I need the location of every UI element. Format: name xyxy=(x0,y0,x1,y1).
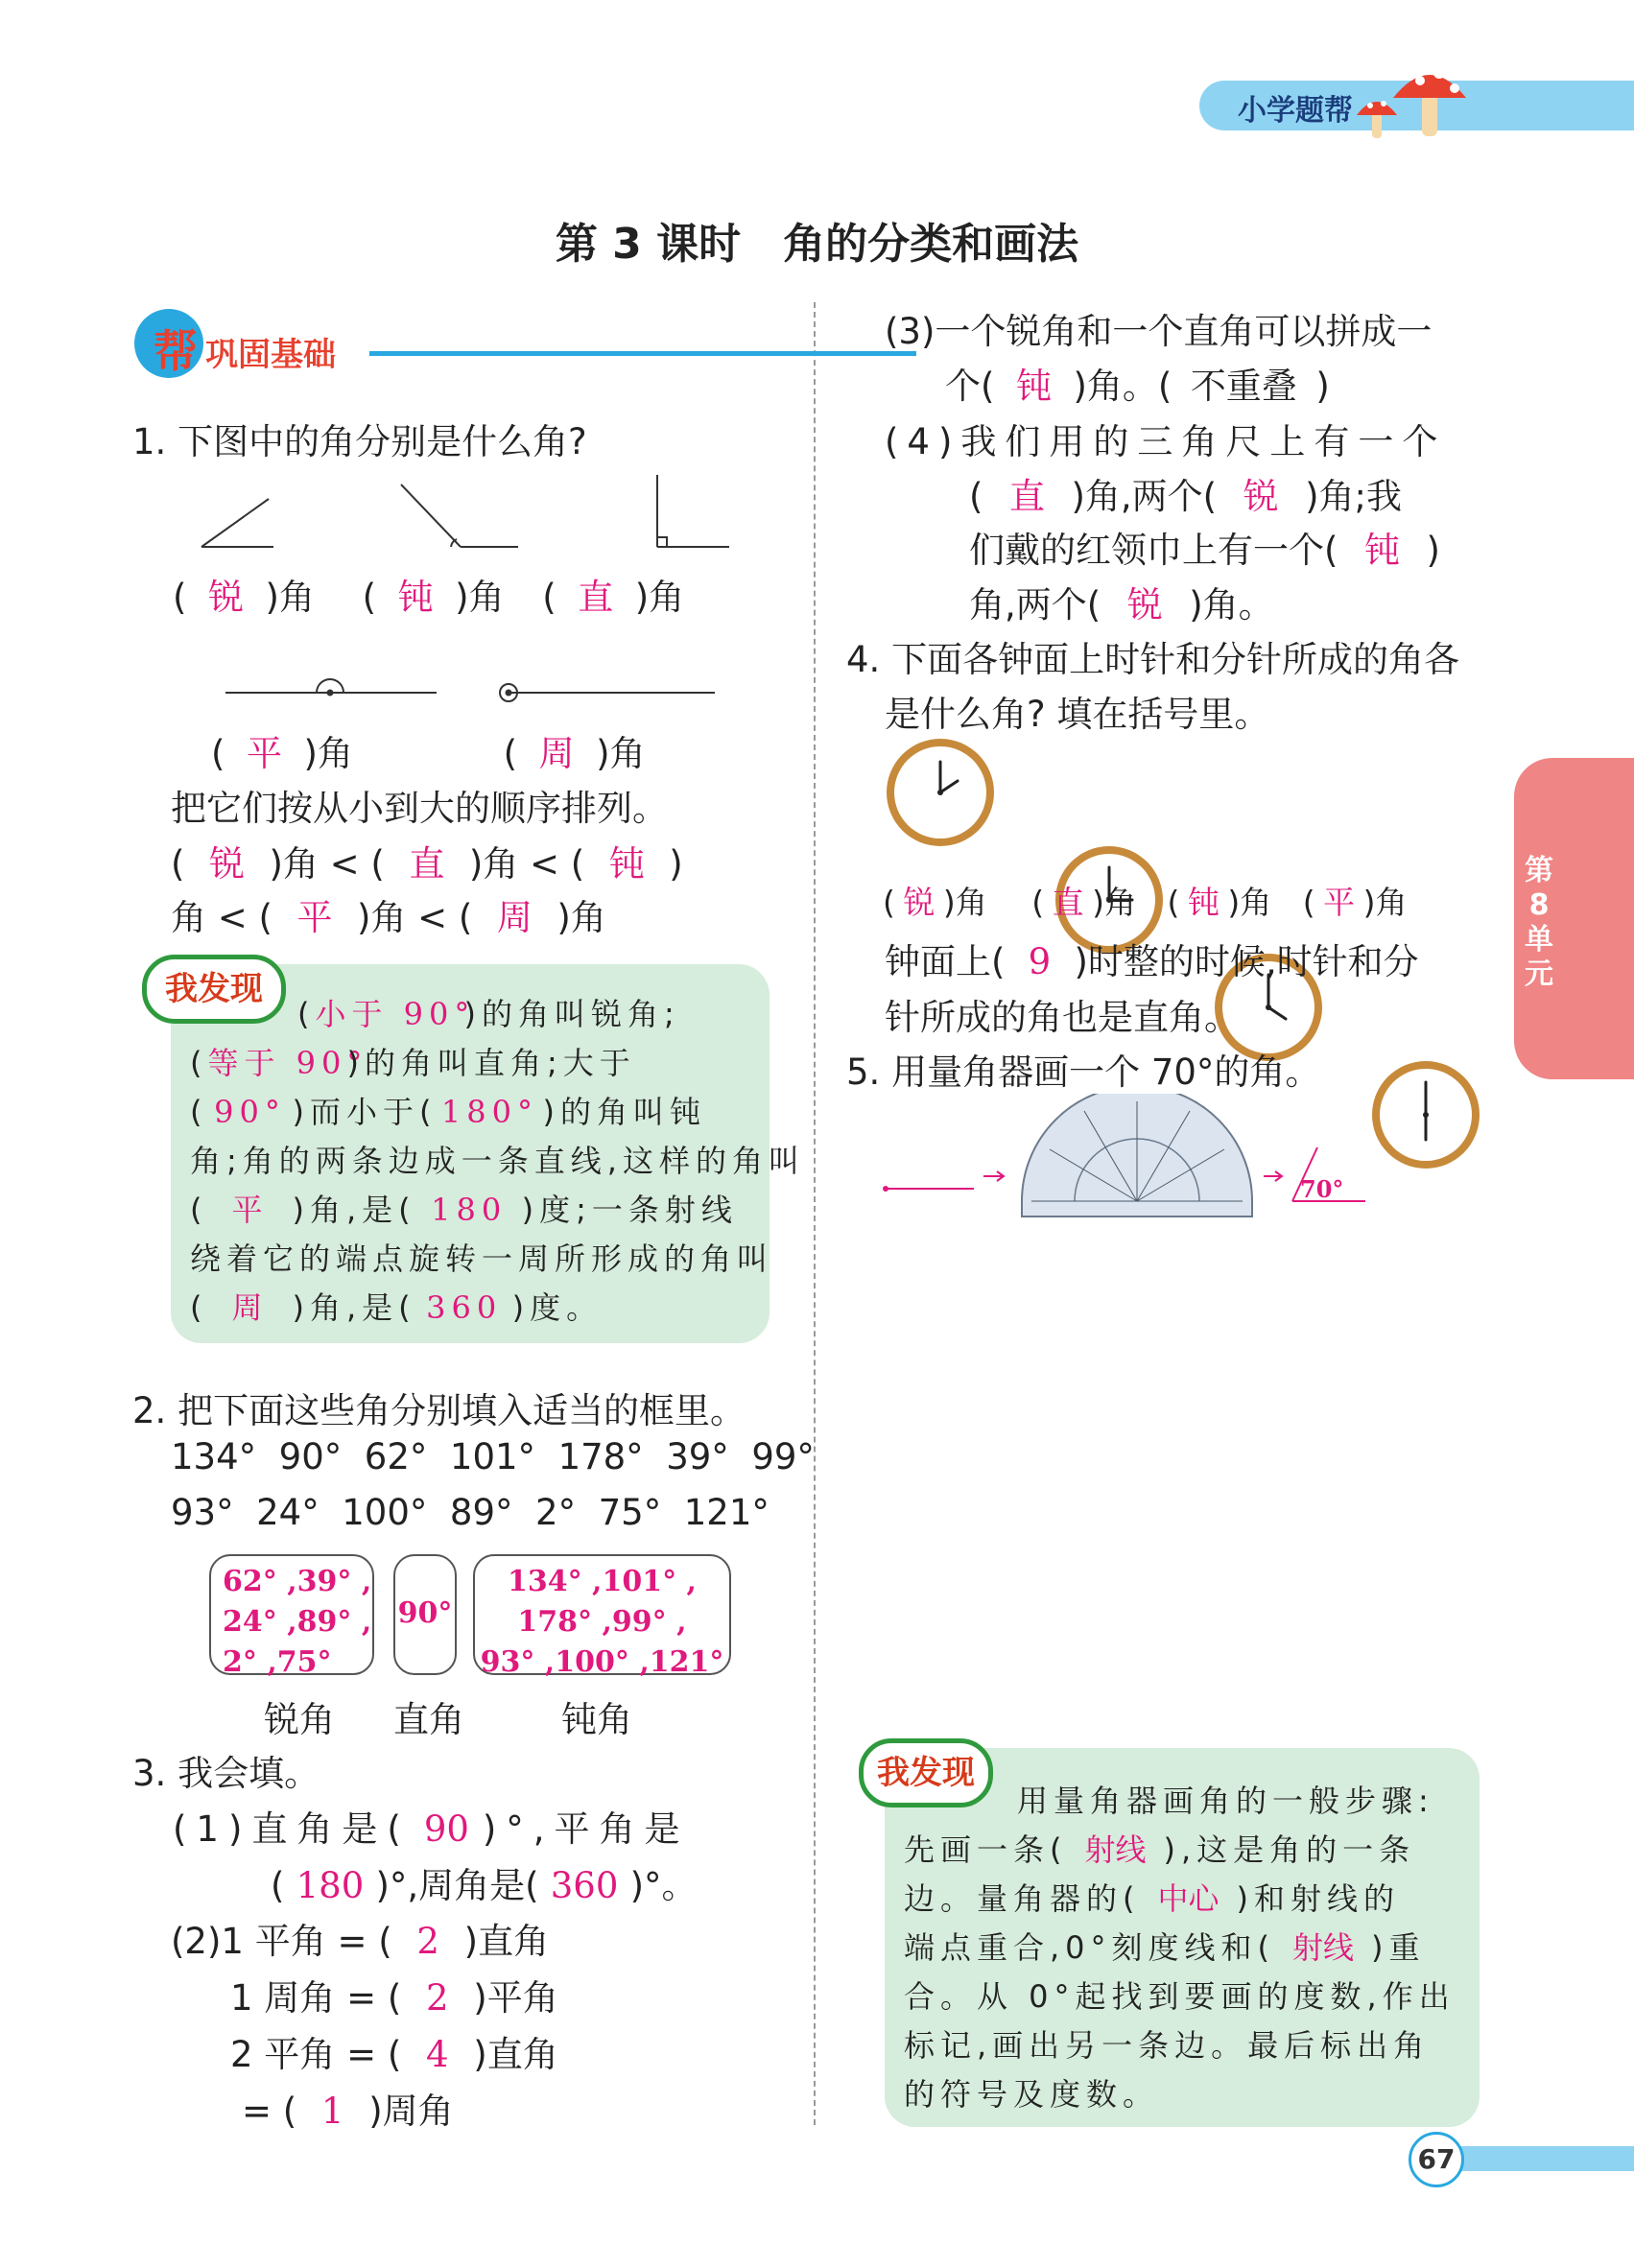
q1-order-line2: 角 < ( 平 )角 < ( 周 )角 xyxy=(171,897,606,938)
q3-s2-line4: = ( 1 )周角 xyxy=(242,2091,454,2132)
q3-s4-line1: (4)我们用的三角尺上有一个 xyxy=(885,421,1447,462)
q4-answers: ( 锐 )角 ( 直 )角 ( 钝 )角 ( 平 )角 xyxy=(883,884,1408,921)
column-divider xyxy=(814,302,816,2125)
q2-values-row1: 134° 90° 62° 101° 178° 39° 99° xyxy=(171,1436,815,1477)
right-label: 直角 xyxy=(393,1699,464,1740)
q3-s4-line4: 角,两个( 锐 )角。 xyxy=(969,584,1274,626)
q3-s1-line1: (1)直角是( 90 )°,平角是 xyxy=(173,1808,690,1850)
discover-bubble-2: 我发现 xyxy=(859,1738,993,1807)
discover-bubble-1: 我发现 xyxy=(142,955,286,1024)
page-title: 第 3 课时 角的分类和画法 xyxy=(555,220,1079,269)
q2-prompt: 2. 把下面这些角分别填入适当的框里。 xyxy=(132,1390,746,1431)
q4-line-b: 针所成的角也是直角。 xyxy=(885,997,1240,1038)
q3-s2-line1: (2)1 平角 = ( 2 )直角 xyxy=(171,1921,550,1962)
badge-text: 巩固基础 xyxy=(205,336,336,374)
badge-line xyxy=(369,351,916,356)
unit-tab-label: 第 8 单 元 xyxy=(1525,854,1553,991)
mushroom-icon xyxy=(1353,56,1468,142)
obtuse-label: 钝角 xyxy=(561,1699,632,1740)
q3-s4-line3: 们戴的红领巾上有一个( 钝 ) xyxy=(969,530,1440,571)
q3-s4-line2: ( 直 )角,两个( 锐 )角;我 xyxy=(969,476,1402,517)
q3-s2-line2: 1 周角 = ( 2 )平角 xyxy=(230,1977,558,2019)
q1-angle-figures xyxy=(192,465,758,561)
discover-text-1: (小于 90°)的角叫锐角; (等于 90°)的角叫直角;大于 ( 90° )而小于( 180° )的角叫钝 角;角的两条边成一条直线,这样的角叫 ( 平 )角,是( 180 )度;一条射线 绕着它的端点旋转一周所形成的角叫 ( 周 )角,是( 360 )度。 xyxy=(190,996,805,1326)
q3-s1-line2: ( 180 )°,周角是( 360 )°。 xyxy=(271,1865,698,1906)
q1-row1: ( 锐 )角 ( 钝 )角 ( 直 )角 xyxy=(173,577,685,618)
page-number: 67 xyxy=(1409,2132,1464,2187)
q5-protractor-figure xyxy=(878,1094,1377,1228)
q1-order-line1: ( 锐 )角 < ( 直 )角 < ( 钝 ) xyxy=(171,843,683,885)
q2-values-row2: 93° 24° 100° 89° 2° 75° 121° xyxy=(171,1492,770,1533)
q4-prompt-l1: 4. 下面各钟面上时针和分针所成的角各 xyxy=(846,639,1460,680)
obtuse-box: 134° ,101° , 178° ,99° , 93° ,100° ,121° xyxy=(473,1554,731,1675)
acute-label: 锐角 xyxy=(264,1699,335,1740)
badge-char: 帮 xyxy=(154,325,198,377)
q3-s3-line2: 个( 钝 )角。( 不重叠 ) xyxy=(945,366,1330,407)
q3-prompt: 3. 我会填。 xyxy=(132,1753,320,1794)
footer-bar xyxy=(1439,2146,1634,2171)
q3-s3-line1: (3)一个锐角和一个直角可以拼成一 xyxy=(885,311,1433,352)
q1-row2: ( 平 )角 ( 周 )角 xyxy=(211,733,646,774)
q1-prompt: 1. 下图中的角分别是什么角? xyxy=(132,421,587,462)
q3-s2-line3: 2 平角 = ( 4 )直角 xyxy=(230,2034,558,2075)
discover-text-2: 用量角器画角的一般步骤: 先画一条( 射线 ),这是角的一条 边。量角器的( 中心 )和射线的 端点重合,0°刻度线和( 射线 )重 合。从 0°起找到要画的度数,作出 标记,画出另一条边。最后标出角 的符号及度数。 xyxy=(904,1783,1456,2113)
q5-angle-label: 70° xyxy=(1300,1175,1344,1203)
q5-prompt: 5. 用量角器画一个 70°的角。 xyxy=(846,1051,1321,1093)
brand-label: 小学题帮 xyxy=(1238,94,1353,128)
q1-order-prompt: 把它们按从小到大的顺序排列。 xyxy=(171,788,668,829)
acute-box: 62° ,39° , 24° ,89° , 2° ,75° xyxy=(209,1554,374,1675)
q4-prompt-l2: 是什么角? 填在括号里。 xyxy=(885,694,1270,735)
clock-4 xyxy=(1372,1061,1480,1169)
q1-straight-and-full-angle xyxy=(221,672,729,710)
clock-1 xyxy=(887,739,994,846)
q4-line-a: 钟面上( 9 )时整的时候,时针和分 xyxy=(885,941,1419,982)
right-box: 90° xyxy=(393,1554,457,1675)
